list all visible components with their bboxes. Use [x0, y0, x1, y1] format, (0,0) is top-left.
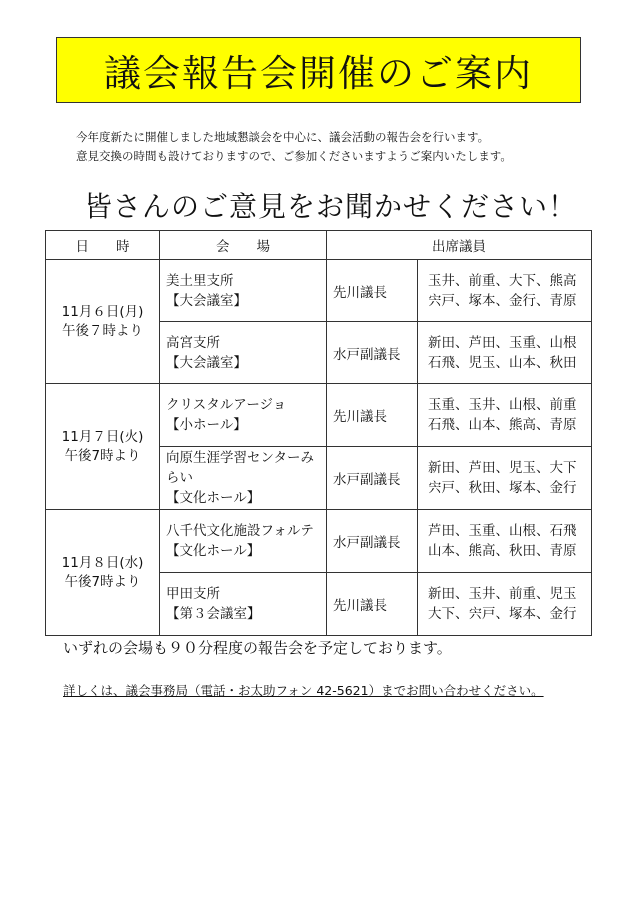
date-text: 11月８日(水) [61, 554, 144, 571]
members-cell [418, 260, 592, 322]
time-text: 午後７時より [62, 322, 143, 339]
members-line: 芦田、玉重、山根、石飛 [428, 523, 577, 539]
venue-name: 高宮支所 [166, 334, 220, 351]
time-text: 午後7時より [64, 447, 141, 464]
venue-room: 【大会議室】 [166, 292, 247, 309]
chair-cell: 先川議長 [327, 260, 418, 322]
chair-cell: 水戸副議長 [327, 510, 418, 573]
duration-note: いずれの会場も９０分程度の報告会を予定しております。 [63, 639, 452, 657]
title-banner [56, 37, 581, 103]
members-cell [418, 510, 592, 573]
intro-text [76, 128, 512, 166]
members-cell [418, 447, 592, 510]
header-date: 日 時 [46, 231, 160, 260]
chair-cell: 先川議長 [327, 573, 418, 636]
members-cell [418, 384, 592, 447]
members-line: 新田、芦田、児玉、大下 [428, 460, 577, 476]
date-cell [46, 260, 160, 384]
date-text: 11月７日(火) [61, 428, 144, 445]
members-line: 新田、芦田、玉重、山根 [428, 334, 577, 351]
venue-name: 八千代文化施設フォルテ [166, 523, 314, 539]
page-title: 議会報告会開催のご案内 [104, 52, 533, 95]
members-line: 石飛、山本、熊高、青原 [428, 417, 577, 433]
contact-info: 詳しくは、議会事務局（電話・お太助フォン 42-5621）までお問い合わせください。 [63, 683, 544, 698]
venue-cell [160, 322, 327, 384]
chair-cell: 水戸副議長 [327, 447, 418, 510]
intro-line: 今年度新たに開催しました地域懇談会を中心に、議会活動の報告会を行います。 [76, 130, 490, 144]
members-line: 新田、玉井、前重、児玉 [428, 586, 577, 602]
table-row [46, 260, 592, 322]
header-venue: 会 場 [160, 231, 327, 260]
members-cell [418, 322, 592, 384]
members-line: 玉重、玉井、山根、前重 [428, 397, 577, 413]
chair-cell: 水戸副議長 [327, 322, 418, 384]
venue-room: 【大会議室】 [166, 354, 247, 371]
venue-cell [160, 384, 327, 447]
members-line: 玉井、前重、大下、熊高 [428, 272, 577, 289]
schedule-table [45, 230, 592, 636]
members-line: 石飛、児玉、山本、秋田 [428, 354, 577, 371]
venue-room: 【第３会議室】 [166, 606, 261, 622]
table-row [46, 510, 592, 573]
venue-room: 【小ホール】 [166, 417, 247, 433]
venue-cell [160, 573, 327, 636]
subheading: 皆さんのご意見をお聞かせください！ [84, 190, 578, 223]
venue-room: 【文化ホール】 [166, 543, 261, 559]
venue-name: 甲田支所 [166, 586, 220, 602]
date-cell [46, 384, 160, 510]
members-line: 大下、宍戸、塚本、金行 [428, 606, 577, 622]
venue-name: クリスタルアージョ [166, 397, 287, 413]
venue-name: 美土里支所 [166, 272, 234, 289]
intro-line: 意見交換の時間も設けておりますので、ご参加くださいますようご案内いたします。 [76, 149, 512, 163]
venue-cell [160, 510, 327, 573]
members-line: 宍戸、秋田、塚本、金行 [428, 480, 577, 496]
header-members: 出席議員 [327, 231, 592, 260]
venue-cell [160, 447, 327, 510]
members-line: 山本、熊高、秋田、青原 [428, 543, 577, 559]
venue-name: 向原生涯学習センターみらい [166, 450, 314, 486]
time-text: 午後7時より [64, 573, 141, 590]
venue-cell [160, 260, 327, 322]
table-row [46, 384, 592, 447]
members-line: 宍戸、塚本、金行、青原 [428, 292, 577, 309]
date-cell [46, 510, 160, 636]
members-cell [418, 573, 592, 636]
chair-cell: 先川議長 [327, 384, 418, 447]
table-header-row [46, 231, 592, 260]
venue-room: 【文化ホール】 [166, 490, 261, 506]
date-text: 11月６日(月) [61, 303, 144, 320]
